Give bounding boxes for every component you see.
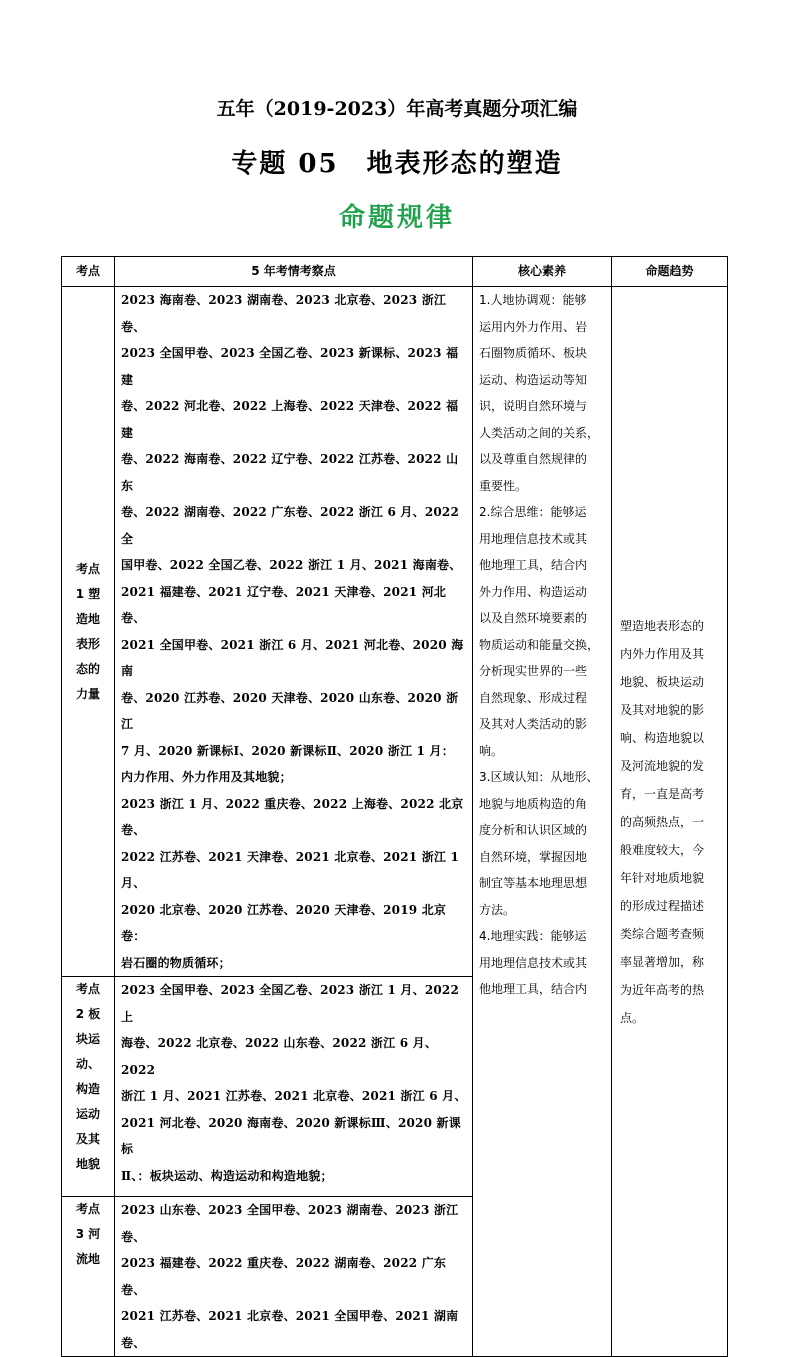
literacy-line: 3.区域认知：从地形、 bbox=[479, 770, 599, 784]
topic-label-line: 造地 bbox=[75, 611, 100, 626]
literacy-line: 及其对人类活动的影 bbox=[479, 717, 588, 731]
literacy-line: 1.人地协调观：能够 bbox=[479, 293, 587, 307]
exam-list-line: 国甲卷、2022 全国乙卷、2022 浙江 1 月、2021 海南卷、 bbox=[121, 558, 462, 572]
literacy-line: 制宜等基本地理思想 bbox=[479, 876, 588, 890]
exam-list-line: 2023 山东卷、2023 全国甲卷、2023 湖南卷、2023 浙江卷、 bbox=[121, 1203, 459, 1244]
trend-line: 为近年高考的热 bbox=[620, 982, 705, 997]
literacy-line: 用地理信息技术或其 bbox=[479, 955, 588, 970]
literacy-line: 方法。 bbox=[479, 902, 516, 917]
topic-label-line: 块运 bbox=[75, 1032, 100, 1046]
topic-label-line: 考点 bbox=[75, 561, 100, 576]
literacy-line: 石圈物质循环、板块 bbox=[479, 346, 588, 360]
trend-line: 内外力作用及其 bbox=[620, 646, 705, 661]
exam-list-line: 岩石圈的物质循环； bbox=[121, 955, 231, 970]
trend-cell bbox=[612, 287, 728, 1357]
literacy-line: 运动、构造运动等知 bbox=[479, 372, 588, 387]
topic-label-line: 动、 bbox=[75, 1057, 100, 1071]
trend-line: 般难度较大，今 bbox=[620, 842, 705, 857]
trend-line: 的形成过程描述 bbox=[620, 898, 705, 913]
literacy-line: 他地理工具，结合内 bbox=[479, 982, 588, 996]
topic-label-line: 表形 bbox=[75, 636, 100, 651]
literacy-line: 自然现象、形成过程 bbox=[479, 690, 588, 705]
literacy-line: 他地理工具，结合内 bbox=[479, 558, 588, 572]
topic-label-line: 流地 bbox=[75, 1252, 100, 1266]
topic-label-line: 构造 bbox=[75, 1082, 100, 1096]
trend-line: 率显著增加，称 bbox=[620, 954, 705, 969]
literacy-line: 4.地理实践：能够运 bbox=[479, 929, 587, 943]
column-header: 核心素养 bbox=[473, 257, 612, 287]
trend-line: 的高频热点，一 bbox=[620, 814, 705, 829]
exam-analysis-table bbox=[61, 256, 728, 1357]
exam-list-line: 2023 海南卷、2023 湖南卷、2023 北京卷、2023 浙江卷、 bbox=[121, 293, 447, 334]
trend-line: 地貌、板块运动 bbox=[620, 674, 705, 689]
literacy-line: 2.综合思维：能够运 bbox=[479, 505, 587, 519]
exam-list-cell bbox=[115, 1197, 473, 1357]
table-row bbox=[62, 287, 728, 977]
topic-label-line: 考点 bbox=[75, 1202, 100, 1216]
literacy-line: 人类活动之间的关系， bbox=[479, 425, 600, 440]
topic-title: 专题 05 地表形态的塑造 bbox=[231, 149, 563, 179]
exam-list-line: 2023 全国甲卷、2023 全国乙卷、2023 浙江 1 月、2022 上 bbox=[121, 983, 460, 1024]
trend-line: 响、构造地貌以 bbox=[620, 730, 705, 745]
trend-line: 塑造地表形态的 bbox=[620, 618, 705, 633]
column-header: 5 年考情考察点 bbox=[115, 257, 473, 287]
literacy-line: 识，说明自然环境与 bbox=[479, 399, 588, 413]
literacy-line: 用地理信息技术或其 bbox=[479, 531, 588, 546]
literacy-line: 度分析和认识区域的 bbox=[479, 823, 588, 837]
topic-label-line: 力量 bbox=[75, 686, 100, 701]
exam-list-line: 卷、2020 江苏卷、2020 天津卷、2020 山东卷、2020 浙江 bbox=[121, 690, 459, 731]
literacy-line: 重要性。 bbox=[479, 478, 528, 493]
exam-list-cell bbox=[115, 287, 473, 977]
exam-list-line: 2021 福建卷、2021 辽宁卷、2021 天津卷、2021 河北卷、 bbox=[121, 584, 447, 625]
literacy-line: 以及尊重自然规律的 bbox=[479, 452, 588, 466]
exam-list-line: Ⅱ、：板块运动、构造运动和构造地貌； bbox=[121, 1168, 333, 1183]
column-header: 考点 bbox=[62, 257, 115, 287]
literacy-line: 物质运动和能量交换， bbox=[479, 637, 600, 652]
table-header-row bbox=[62, 257, 728, 287]
trend-line: 及其对地貌的影 bbox=[620, 702, 705, 717]
topic-label-line: 地貌 bbox=[75, 1157, 100, 1171]
trend-line: 及河流地貌的发 bbox=[620, 758, 705, 773]
column-header: 命题趋势 bbox=[612, 257, 728, 287]
topic-label-line: 1 塑 bbox=[75, 586, 101, 601]
topic-label-line: 考点 bbox=[75, 982, 100, 996]
literacy-line: 分析现实世界的一些 bbox=[479, 664, 588, 678]
exam-list-line: 2023 福建卷、2022 重庆卷、2022 湖南卷、2022 广东卷、 bbox=[121, 1256, 447, 1297]
literacy-line: 运用内外力作用、岩 bbox=[479, 319, 588, 334]
literacy-line: 地貌与地质构造的角 bbox=[479, 796, 588, 811]
core-literacy-cell bbox=[473, 287, 612, 1357]
exam-list-line: 浙江 1 月、2021 江苏卷、2021 北京卷、2021 浙江 6 月、 bbox=[121, 1089, 467, 1103]
trend-line: 年针对地质地貌 bbox=[620, 870, 705, 885]
exam-list-line: 2021 全国甲卷、2021 浙江 6 月、2021 河北卷、2020 海南 bbox=[121, 637, 464, 678]
topic-cell bbox=[62, 1197, 115, 1357]
trend-line: 点。 bbox=[620, 1010, 645, 1025]
exam-list-line: 内力作用、外力作用及其地貌； bbox=[121, 770, 292, 784]
topic-label-line: 2 板 bbox=[75, 1007, 101, 1021]
literacy-line: 外力作用、构造运动 bbox=[479, 584, 588, 599]
exam-list-line: 海卷、2022 北京卷、2022 山东卷、2022 浙江 6 月、2022 bbox=[121, 1036, 438, 1077]
literacy-line: 以及自然环境要素的 bbox=[479, 611, 588, 625]
exam-list-line: 卷、2022 河北卷、2022 上海卷、2022 天津卷、2022 福建 bbox=[121, 399, 459, 440]
topic-cell bbox=[62, 977, 115, 1197]
exam-list-line: 2021 江苏卷、2021 北京卷、2021 全国甲卷、2021 湖南卷、 bbox=[121, 1309, 459, 1350]
document-title: 五年（2019-2023）年高考真题分项汇编 bbox=[216, 98, 578, 120]
exam-list-line: 2021 河北卷、2020 海南卷、2020 新课标Ⅲ、2020 新课标 bbox=[121, 1115, 461, 1156]
exam-list-line: 2023 全国甲卷、2023 全国乙卷、2023 新课标、2023 福建 bbox=[121, 346, 459, 387]
trend-line: 育，一直是高考 bbox=[620, 786, 705, 801]
exam-list-line: 卷、2022 海南卷、2022 辽宁卷、2022 江苏卷、2022 山东 bbox=[121, 452, 459, 493]
topic-cell bbox=[62, 287, 115, 977]
exam-list-line: 7 月、2020 新课标Ⅰ、2020 新课标Ⅱ、2020 浙江 1 月： bbox=[121, 743, 454, 758]
literacy-line: 响。 bbox=[479, 743, 504, 758]
literacy-line: 自然环境，掌握因地 bbox=[479, 849, 588, 864]
section-heading: 命题规律 bbox=[338, 203, 455, 233]
exam-list-line: 2022 江苏卷、2021 天津卷、2021 北京卷、2021 浙江 1 月、 bbox=[121, 849, 460, 890]
exam-list-cell bbox=[115, 977, 473, 1197]
topic-label-line: 态的 bbox=[75, 661, 100, 676]
exam-list-line: 卷、2022 湖南卷、2022 广东卷、2022 浙江 6 月、2022 全 bbox=[121, 505, 460, 546]
topic-label-line: 及其 bbox=[75, 1132, 100, 1146]
topic-label-line: 3 河 bbox=[75, 1227, 101, 1241]
exam-list-line: 2023 浙江 1 月、2022 重庆卷、2022 上海卷、2022 北京卷、 bbox=[121, 796, 464, 837]
trend-line: 类综合题考查频 bbox=[620, 926, 705, 941]
exam-list-line: 2020 北京卷、2020 江苏卷、2020 天津卷、2019 北京卷： bbox=[121, 902, 447, 943]
topic-label-line: 运动 bbox=[75, 1107, 100, 1121]
